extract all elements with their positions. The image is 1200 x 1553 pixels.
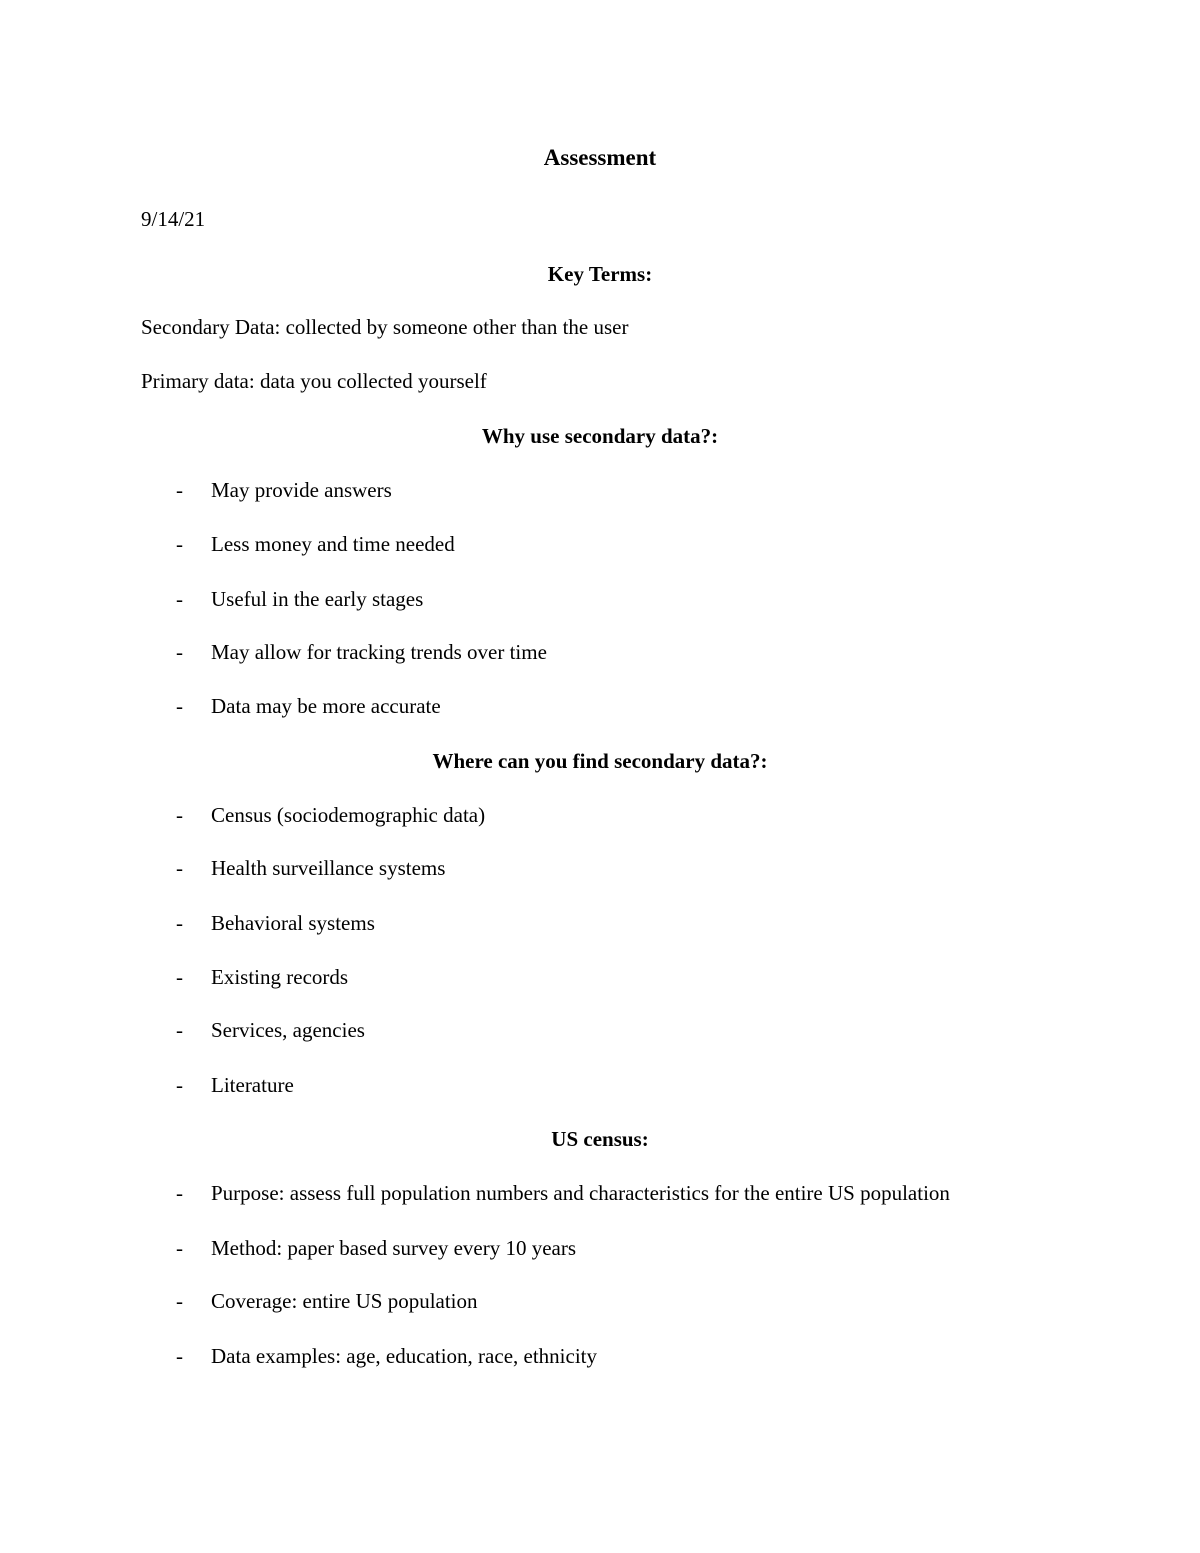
list-item bbox=[0, 1072, 1200, 1098]
bullet-dash: - bbox=[176, 1289, 183, 1313]
list-item bbox=[0, 1235, 1200, 1261]
list-item-text: Method: paper based survey every 10 years bbox=[211, 1236, 577, 1260]
bullet-dash: - bbox=[176, 1236, 183, 1260]
section-heading-key-terms: Key Terms: bbox=[547, 262, 653, 286]
bullet-dash: - bbox=[176, 640, 183, 664]
bullet-dash: - bbox=[176, 694, 183, 718]
bullet-dash: - bbox=[176, 911, 183, 935]
list-item-text: Less money and time needed bbox=[211, 532, 455, 556]
definition-secondary-data: Secondary Data: collected by someone other than the user bbox=[141, 315, 629, 339]
list-item-text: Purpose: assess full population numbers and characteristics for the entire US population bbox=[211, 1181, 950, 1205]
list-item bbox=[0, 1017, 1200, 1043]
list-item-text: Data examples: age, education, race, ethnicity bbox=[211, 1344, 597, 1368]
bullet-dash: - bbox=[176, 856, 183, 880]
list-item-text: Services, agencies bbox=[211, 1018, 365, 1042]
list-item bbox=[0, 639, 1200, 665]
list-item bbox=[0, 477, 1200, 503]
bullet-dash: - bbox=[176, 1073, 183, 1097]
section-heading-where-find: Where can you find secondary data?: bbox=[432, 749, 768, 773]
list-item-text: May provide answers bbox=[211, 478, 392, 502]
list-item bbox=[0, 586, 1200, 612]
list-item bbox=[0, 531, 1200, 557]
list-item bbox=[0, 802, 1200, 828]
bullet-dash: - bbox=[176, 1018, 183, 1042]
list-item-text: Census (sociodemographic data) bbox=[211, 803, 486, 827]
list-item bbox=[0, 910, 1200, 936]
definition-primary-data: Primary data: data you collected yourself bbox=[141, 369, 487, 393]
list-item bbox=[0, 855, 1200, 881]
list-item-text: Existing records bbox=[211, 965, 349, 989]
bullet-dash: - bbox=[176, 532, 183, 556]
list-item bbox=[0, 1180, 1200, 1206]
list-item-text: Useful in the early stages bbox=[211, 587, 424, 611]
list-item-text: May allow for tracking trends over time bbox=[211, 640, 547, 664]
bullet-dash: - bbox=[176, 587, 183, 611]
bullet-dash: - bbox=[176, 1344, 183, 1368]
document-title: Assessment bbox=[543, 145, 657, 170]
section-heading-us-census: US census: bbox=[551, 1127, 649, 1151]
section-heading-why-use: Why use secondary data?: bbox=[481, 424, 719, 448]
list-item-text: Literature bbox=[211, 1073, 294, 1097]
list-item bbox=[0, 693, 1200, 719]
list-item bbox=[0, 1288, 1200, 1314]
list-item-text: Coverage: entire US population bbox=[211, 1289, 478, 1313]
list-item-text: Behavioral systems bbox=[211, 911, 375, 935]
bullet-dash: - bbox=[176, 803, 183, 827]
bullet-dash: - bbox=[176, 965, 183, 989]
bullet-dash: - bbox=[176, 478, 183, 502]
list-item bbox=[0, 964, 1200, 990]
list-item-text: Health surveillance systems bbox=[211, 856, 446, 880]
list-item-text: Data may be more accurate bbox=[211, 694, 441, 718]
document-date: 9/14/21 bbox=[141, 207, 206, 231]
bullet-dash: - bbox=[176, 1181, 183, 1205]
list-item bbox=[0, 1343, 1200, 1369]
